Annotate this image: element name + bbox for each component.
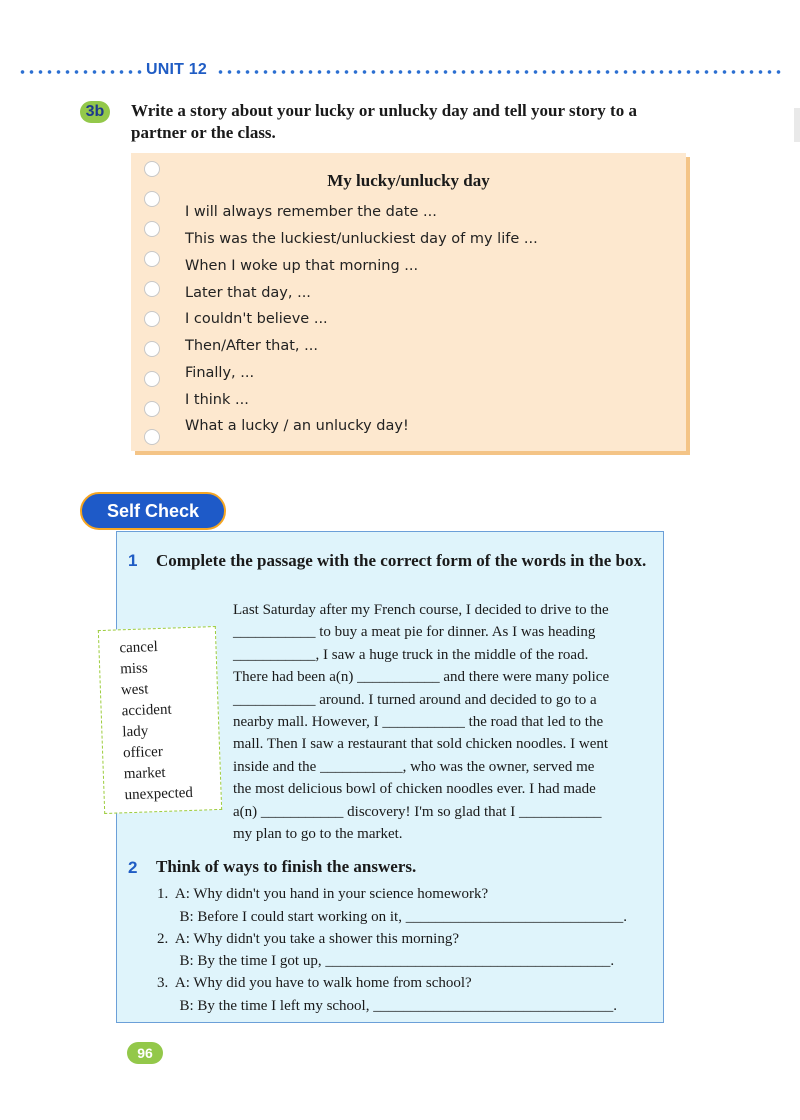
story-prompt-box bbox=[131, 153, 686, 451]
word-box-item: west bbox=[120, 681, 149, 699]
binder-ring-icon bbox=[144, 311, 160, 327]
q2-line: B: By the time I got up, ______________________________________. bbox=[157, 953, 615, 969]
story-prompt-line: Finally, ... bbox=[185, 365, 255, 381]
passage-line: ___________ around. I turned around and decided to go to a bbox=[233, 691, 597, 708]
binder-ring-icon bbox=[144, 281, 160, 297]
passage-line: a(n) ___________ discovery! I'm so glad that I ___________ bbox=[233, 803, 602, 820]
question-number-1: 1 bbox=[128, 551, 138, 570]
passage-line: nearby mall. However, I ___________ the road that led to the bbox=[233, 714, 604, 731]
passage-line: ___________, I saw a huge truck in the middle of the road. bbox=[233, 646, 589, 663]
binder-ring-icon bbox=[144, 429, 160, 445]
binder-ring-icon bbox=[144, 191, 160, 207]
word-box-item: unexpected bbox=[124, 784, 194, 804]
question-number-2: 2 bbox=[128, 858, 138, 877]
passage-line: mall. Then I saw a restaurant that sold chicken noodles. I went bbox=[233, 736, 609, 753]
word-box bbox=[98, 626, 222, 814]
passage bbox=[233, 599, 658, 845]
self-check-badge bbox=[80, 492, 226, 530]
passage-line: Last Saturday after my French course, I decided to drive to the bbox=[233, 602, 609, 618]
binder-ring-icon bbox=[144, 341, 160, 357]
word-box-item: officer bbox=[122, 743, 164, 762]
story-prompt-line: When I woke up that morning ... bbox=[185, 258, 419, 274]
question-2-instruction: Think of ways to finish the answers. bbox=[156, 857, 417, 876]
story-prompt-line: Later that day, ... bbox=[185, 285, 311, 301]
unit-title: UNIT 12 bbox=[146, 61, 207, 78]
story-prompt-line: Then/After that, ... bbox=[185, 338, 318, 354]
header-dots-left bbox=[18, 70, 142, 74]
passage-line: inside and the ___________, who was the owner, served me bbox=[233, 758, 595, 775]
q2-line: B: Before I could start working on it, _____________________________. bbox=[157, 909, 627, 925]
story-box-title: My lucky/unlucky day bbox=[327, 171, 490, 190]
word-box-item: miss bbox=[119, 660, 148, 678]
binder-ring-icon bbox=[144, 251, 160, 267]
word-box-item: market bbox=[123, 764, 166, 783]
task-3b-instruction: Write a story about your lucky or unlucky day and tell your story to a partner or the class. bbox=[131, 101, 637, 142]
header-dots-right bbox=[216, 70, 784, 74]
task-badge-3b: 3b bbox=[80, 101, 110, 123]
binder-ring-icon bbox=[144, 161, 160, 177]
passage-line: ___________ to buy a meat pie for dinner. As I was heading bbox=[233, 624, 596, 641]
page-number: 96 bbox=[127, 1042, 163, 1064]
q2-line: B: By the time I left my school, ________________________________. bbox=[157, 998, 617, 1014]
passage-line: my plan to go to the market. bbox=[233, 826, 403, 843]
word-box-item: cancel bbox=[119, 639, 159, 657]
passage-line: There had been a(n) ___________ and there were many police bbox=[233, 669, 610, 686]
story-prompt-line: I think ... bbox=[185, 392, 249, 408]
binder-ring-icon bbox=[144, 371, 160, 387]
word-box-item: lady bbox=[122, 723, 149, 741]
story-prompt-line: What a lucky / an unlucky day! bbox=[185, 418, 409, 434]
q2-line: 2. A: Why didn't you take a shower this morning? bbox=[157, 931, 459, 947]
passage-line: the most delicious bowl of chicken noodles ever. I had made bbox=[233, 781, 596, 798]
question-1-instruction: Complete the passage with the correct form of the words in the box. bbox=[156, 551, 647, 570]
story-prompt-line: This was the luckiest/unluckiest day of my life ... bbox=[185, 231, 538, 247]
q2-line: 1. A: Why didn't you hand in your science homework? bbox=[157, 886, 489, 902]
story-prompt-line: I will always remember the date ... bbox=[185, 204, 437, 220]
self-check-label: Self Check bbox=[106, 501, 200, 521]
binder-ring-icon bbox=[144, 221, 160, 237]
page-edge-tab bbox=[794, 108, 800, 142]
word-box-item: accident bbox=[121, 701, 172, 720]
story-prompt-line: I couldn't believe ... bbox=[185, 311, 328, 327]
q2-line: 3. A: Why did you have to walk home from school? bbox=[157, 975, 472, 991]
binder-ring-icon bbox=[144, 401, 160, 417]
